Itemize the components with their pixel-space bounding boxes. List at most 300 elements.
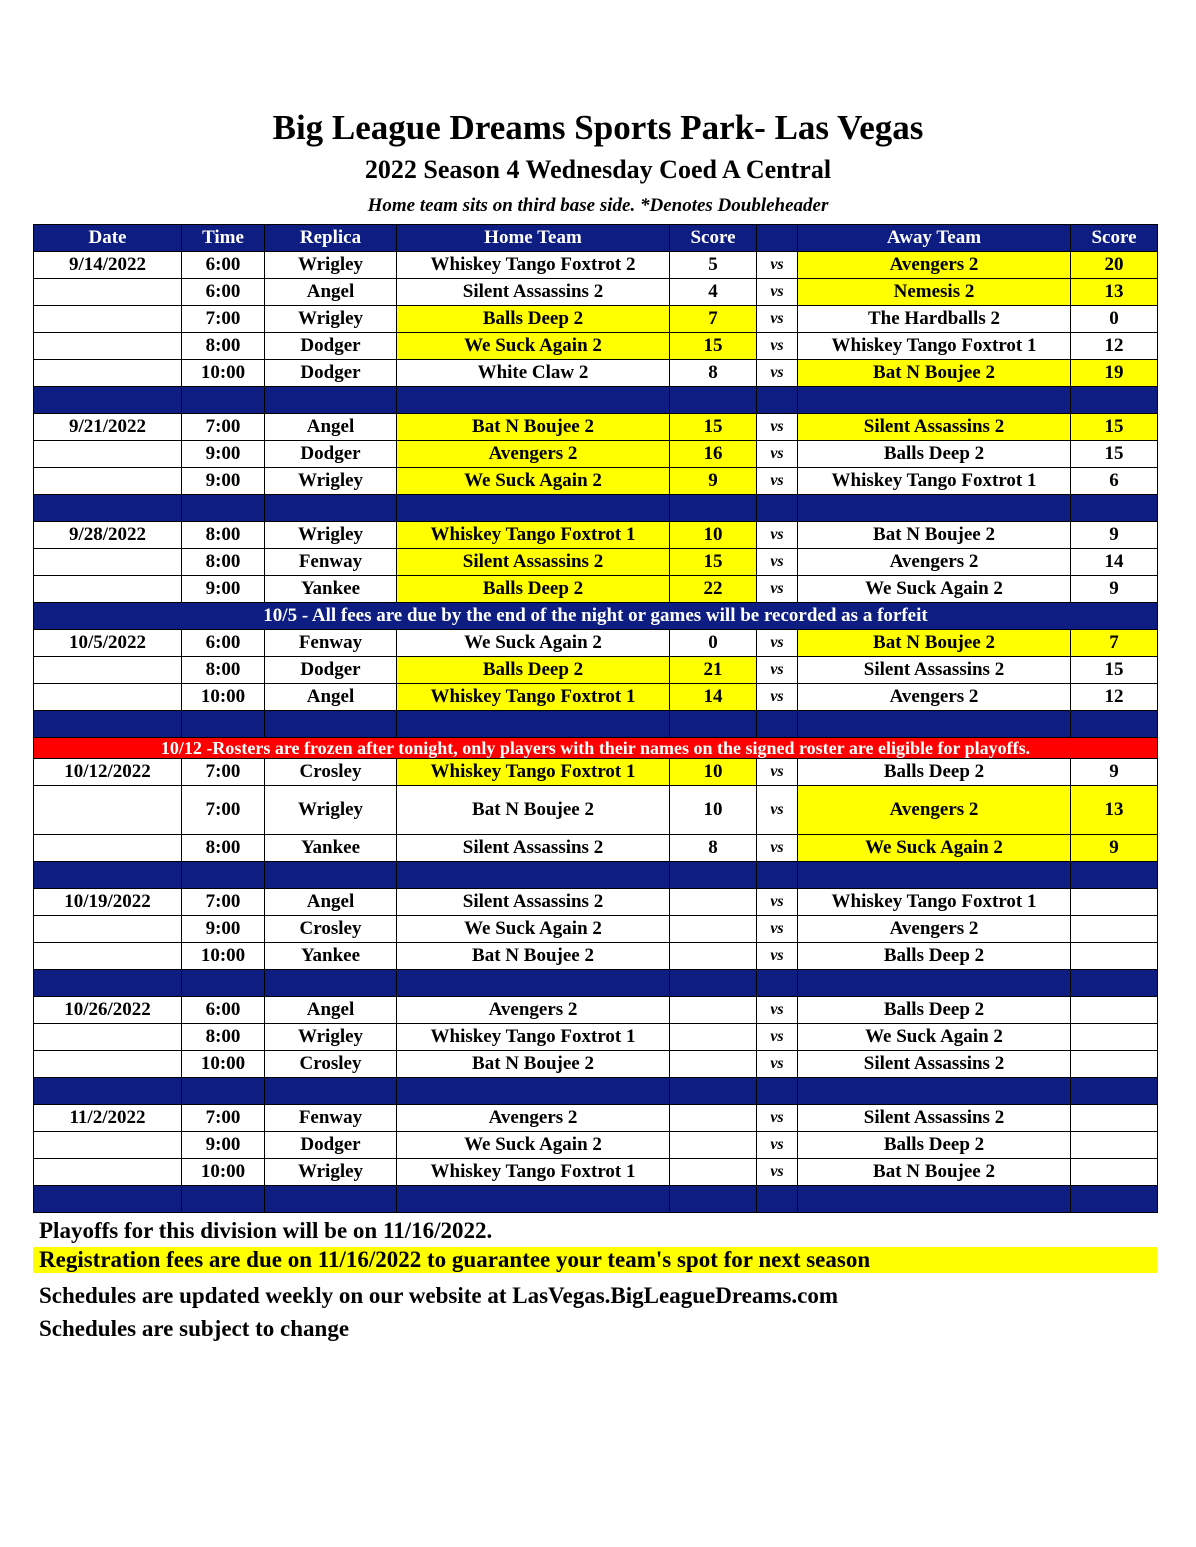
separator-cell [265,970,397,997]
away-score-cell [1071,997,1158,1024]
separator-cell [265,711,397,738]
time-cell: 7:00 [182,759,265,786]
separator-cell [182,970,265,997]
vs-cell: vs [757,306,798,333]
table-row [34,916,1158,943]
home-score-cell: 15 [670,549,757,576]
date-cell [34,1132,182,1159]
home-team-cell: We Suck Again 2 [397,333,670,360]
home-score-cell [670,997,757,1024]
date-cell [34,549,182,576]
separator-cell [265,495,397,522]
replica-cell: Crosley [265,1051,397,1078]
away-team-cell: We Suck Again 2 [798,1024,1071,1051]
table-row [34,576,1158,603]
away-score-cell: 9 [1071,576,1158,603]
replica-cell: Wrigley [265,306,397,333]
home-team-cell: Whiskey Tango Foxtrot 1 [397,522,670,549]
home-team-cell: Silent Assassins 2 [397,279,670,306]
vs-cell: vs [757,441,798,468]
note-text: 10/12 -Rosters are frozen after tonight, only players with their names on the signed roster are eligible for playoffs. [34,738,1158,759]
date-cell [34,916,182,943]
time-cell: 8:00 [182,549,265,576]
time-cell: 10:00 [182,684,265,711]
separator-cell [670,495,757,522]
away-team-cell: Balls Deep 2 [798,759,1071,786]
separator-cell [798,711,1071,738]
table-row [34,1132,1158,1159]
vs-cell: vs [757,549,798,576]
vs-cell: vs [757,360,798,387]
separator-cell [34,387,182,414]
away-team-cell: Whiskey Tango Foxtrot 1 [798,468,1071,495]
home-score-cell [670,1105,757,1132]
date-cell [34,441,182,468]
vs-cell: vs [757,889,798,916]
vs-cell: vs [757,279,798,306]
separator-cell [397,970,670,997]
separator-cell [757,387,798,414]
page-title: Big League Dreams Sports Park- Las Vegas [272,108,924,147]
vs-cell: vs [757,786,798,835]
date-cell: 10/12/2022 [34,759,182,786]
vs-cell: vs [757,1105,798,1132]
time-cell: 7:00 [182,1105,265,1132]
separator-cell [1071,711,1158,738]
home-score-cell: 9 [670,468,757,495]
table-row [34,657,1158,684]
away-score-cell: 13 [1071,279,1158,306]
vs-cell: vs [757,835,798,862]
date-cell [34,468,182,495]
home-team-cell: Whiskey Tango Foxtrot 1 [397,1024,670,1051]
separator-cell [757,711,798,738]
separator-cell [798,862,1071,889]
home-score-cell: 14 [670,684,757,711]
col-away-score: Score [1071,225,1158,252]
table-row [34,786,1158,835]
separator-row [34,970,1158,997]
col-away-team: Away Team [798,225,1071,252]
date-cell [34,279,182,306]
away-team-cell: Silent Assassins 2 [798,414,1071,441]
replica-cell: Angel [265,279,397,306]
away-score-cell: 13 [1071,786,1158,835]
vs-cell: vs [757,576,798,603]
vs-cell: vs [757,522,798,549]
separator-cell [670,1186,757,1213]
replica-cell: Wrigley [265,1024,397,1051]
separator-row [34,711,1158,738]
separator-cell [757,970,798,997]
separator-cell [1071,970,1158,997]
vs-cell: vs [757,759,798,786]
date-cell [34,835,182,862]
col-replica: Replica [265,225,397,252]
home-team-cell: We Suck Again 2 [397,1132,670,1159]
table-row [34,1051,1158,1078]
separator-cell [265,1186,397,1213]
separator-cell [798,1186,1071,1213]
home-score-cell: 7 [670,306,757,333]
separator-cell [34,1078,182,1105]
away-team-cell: Avengers 2 [798,916,1071,943]
home-team-cell: Whiskey Tango Foxtrot 1 [397,1159,670,1186]
table-row [34,360,1158,387]
replica-cell: Angel [265,684,397,711]
home-team-cell: Balls Deep 2 [397,657,670,684]
home-team-cell: Balls Deep 2 [397,306,670,333]
home-score-cell: 15 [670,333,757,360]
date-cell [34,1159,182,1186]
home-team-cell: We Suck Again 2 [397,630,670,657]
home-score-cell [670,943,757,970]
away-team-cell: The Hardballs 2 [798,306,1071,333]
home-team-cell: Silent Assassins 2 [397,889,670,916]
schedule-body [34,252,1158,1213]
away-score-cell: 9 [1071,835,1158,862]
separator-cell [757,1186,798,1213]
home-score-cell: 8 [670,360,757,387]
time-cell: 8:00 [182,522,265,549]
separator-cell [34,1186,182,1213]
away-team-cell: Balls Deep 2 [798,943,1071,970]
date-cell [34,1024,182,1051]
away-team-cell: Whiskey Tango Foxtrot 1 [798,889,1071,916]
home-team-cell: Bat N Boujee 2 [397,1051,670,1078]
col-vs [757,225,798,252]
separator-cell [1071,862,1158,889]
vs-cell: vs [757,630,798,657]
replica-cell: Fenway [265,549,397,576]
table-row [34,441,1158,468]
date-cell [34,576,182,603]
separator-cell [265,387,397,414]
time-cell: 6:00 [182,997,265,1024]
time-cell: 7:00 [182,889,265,916]
separator-cell [670,862,757,889]
table-row [34,1159,1158,1186]
change-note: Schedules are subject to change [39,1316,350,1341]
away-team-cell: Nemesis 2 [798,279,1071,306]
home-team-cell: Whiskey Tango Foxtrot 2 [397,252,670,279]
replica-cell: Yankee [265,835,397,862]
away-score-cell [1071,943,1158,970]
home-score-cell [670,916,757,943]
away-score-cell: 6 [1071,468,1158,495]
away-score-cell: 15 [1071,441,1158,468]
vs-cell: vs [757,916,798,943]
home-team-cell: Bat N Boujee 2 [397,414,670,441]
replica-cell: Angel [265,414,397,441]
separator-cell [397,495,670,522]
home-score-cell: 16 [670,441,757,468]
home-team-cell: We Suck Again 2 [397,468,670,495]
home-team-cell: Silent Assassins 2 [397,549,670,576]
date-cell [34,333,182,360]
separator-cell [182,387,265,414]
replica-cell: Crosley [265,759,397,786]
time-cell: 9:00 [182,441,265,468]
separator-cell [182,495,265,522]
col-home-score: Score [670,225,757,252]
home-team-cell: Bat N Boujee 2 [397,786,670,835]
replica-cell: Wrigley [265,1159,397,1186]
vs-cell: vs [757,1024,798,1051]
home-score-cell: 10 [670,522,757,549]
away-score-cell: 9 [1071,759,1158,786]
home-team-cell: We Suck Again 2 [397,916,670,943]
date-cell [34,684,182,711]
table-row [34,835,1158,862]
away-score-cell: 14 [1071,549,1158,576]
home-score-cell [670,1132,757,1159]
away-team-cell: Whiskey Tango Foxtrot 1 [798,333,1071,360]
replica-cell: Wrigley [265,468,397,495]
replica-cell: Fenway [265,1105,397,1132]
away-team-cell: Avengers 2 [798,786,1071,835]
vs-cell: vs [757,414,798,441]
time-cell: 6:00 [182,279,265,306]
date-cell: 10/19/2022 [34,889,182,916]
home-score-cell: 5 [670,252,757,279]
away-team-cell: Bat N Boujee 2 [798,360,1071,387]
date-cell: 10/26/2022 [34,997,182,1024]
vs-cell: vs [757,1132,798,1159]
vs-cell: vs [757,252,798,279]
date-cell [34,306,182,333]
away-team-cell: Silent Assassins 2 [798,1051,1071,1078]
page-subtitle: 2022 Season 4 Wednesday Coed A Central [364,155,832,184]
time-cell: 9:00 [182,576,265,603]
separator-cell [397,711,670,738]
table-row [34,943,1158,970]
table-row [34,522,1158,549]
separator-row [34,1078,1158,1105]
home-team-cell: Bat N Boujee 2 [397,943,670,970]
separator-cell [798,970,1071,997]
separator-cell [1071,495,1158,522]
website-note: Schedules are updated weekly on our website at LasVegas.BigLeagueDreams.com [39,1283,839,1308]
separator-cell [397,1186,670,1213]
table-row [34,1105,1158,1132]
date-cell: 11/2/2022 [34,1105,182,1132]
separator-cell [182,862,265,889]
table-header-row [34,225,1158,252]
date-cell [34,943,182,970]
table-row [34,252,1158,279]
away-team-cell: Avengers 2 [798,684,1071,711]
vs-cell: vs [757,943,798,970]
time-cell: 10:00 [182,1051,265,1078]
time-cell: 7:00 [182,786,265,835]
home-score-cell [670,1024,757,1051]
away-score-cell: 9 [1071,522,1158,549]
separator-cell [670,387,757,414]
replica-cell: Dodger [265,360,397,387]
time-cell: 10:00 [182,1159,265,1186]
away-score-cell: 0 [1071,306,1158,333]
table-row [34,468,1158,495]
away-score-cell: 15 [1071,657,1158,684]
separator-cell [182,1078,265,1105]
separator-cell [1071,387,1158,414]
separator-cell [265,1078,397,1105]
replica-cell: Yankee [265,943,397,970]
separator-cell [798,1078,1071,1105]
home-score-cell: 4 [670,279,757,306]
away-score-cell: 20 [1071,252,1158,279]
time-cell: 7:00 [182,414,265,441]
separator-row [34,387,1158,414]
date-cell: 9/28/2022 [34,522,182,549]
date-cell: 9/21/2022 [34,414,182,441]
home-team-cell: Avengers 2 [397,441,670,468]
registration-note: Registration fees are due on 11/16/2022 to guarantee your team's spot for next season [33,1247,1157,1273]
home-team-cell: Avengers 2 [397,1105,670,1132]
separator-cell [397,862,670,889]
separator-cell [670,1078,757,1105]
table-row [34,630,1158,657]
separator-row [34,1186,1158,1213]
time-cell: 8:00 [182,1024,265,1051]
separator-cell [182,1186,265,1213]
time-cell: 9:00 [182,468,265,495]
schedule-table [33,224,1158,1213]
separator-cell [757,862,798,889]
time-cell: 10:00 [182,943,265,970]
playoffs-note: Playoffs for this division will be on 11/16/2022. [39,1218,493,1243]
away-score-cell [1071,1105,1158,1132]
away-team-cell: Silent Assassins 2 [798,657,1071,684]
replica-cell: Wrigley [265,522,397,549]
time-cell: 6:00 [182,630,265,657]
time-cell: 6:00 [182,252,265,279]
table-row [34,759,1158,786]
home-score-cell [670,1051,757,1078]
replica-cell: Yankee [265,576,397,603]
date-cell [34,360,182,387]
separator-cell [1071,1078,1158,1105]
replica-cell: Angel [265,889,397,916]
home-team-cell: Silent Assassins 2 [397,835,670,862]
away-score-cell [1071,1051,1158,1078]
vs-cell: vs [757,333,798,360]
date-cell [34,786,182,835]
separator-cell [34,495,182,522]
vs-cell: vs [757,1159,798,1186]
vs-cell: vs [757,1051,798,1078]
away-team-cell: Balls Deep 2 [798,441,1071,468]
separator-cell [757,1078,798,1105]
table-row [34,306,1158,333]
table-row [34,333,1158,360]
away-team-cell: Balls Deep 2 [798,1132,1071,1159]
separator-cell [757,495,798,522]
date-cell: 10/5/2022 [34,630,182,657]
page-note: Home team sits on third base side. *Denotes Doubleheader [367,195,829,216]
replica-cell: Crosley [265,916,397,943]
separator-cell [670,970,757,997]
away-score-cell: 12 [1071,684,1158,711]
table-row [34,997,1158,1024]
away-team-cell: Bat N Boujee 2 [798,522,1071,549]
home-team-cell: Whiskey Tango Foxtrot 1 [397,684,670,711]
fees-note-row [34,603,1158,630]
home-team-cell: Whiskey Tango Foxtrot 1 [397,759,670,786]
note-text: 10/5 - All fees are due by the end of the night or games will be recorded as a forfeit [34,603,1158,630]
away-score-cell [1071,1132,1158,1159]
home-team-cell: Avengers 2 [397,997,670,1024]
col-home-team: Home Team [397,225,670,252]
separator-row [34,495,1158,522]
replica-cell: Dodger [265,441,397,468]
away-score-cell: 12 [1071,333,1158,360]
separator-cell [670,711,757,738]
away-score-cell: 19 [1071,360,1158,387]
home-score-cell: 10 [670,759,757,786]
replica-cell: Fenway [265,630,397,657]
col-date: Date [34,225,182,252]
replica-cell: Dodger [265,657,397,684]
table-row [34,279,1158,306]
away-score-cell [1071,916,1158,943]
table-row [34,684,1158,711]
home-score-cell: 15 [670,414,757,441]
separator-cell [798,495,1071,522]
separator-cell [34,711,182,738]
time-cell: 8:00 [182,333,265,360]
home-score-cell [670,889,757,916]
replica-cell: Wrigley [265,786,397,835]
time-cell: 9:00 [182,916,265,943]
replica-cell: Wrigley [265,252,397,279]
separator-row [34,862,1158,889]
home-score-cell [670,1159,757,1186]
separator-cell [182,711,265,738]
separator-cell [265,862,397,889]
table-row [34,1024,1158,1051]
away-team-cell: Avengers 2 [798,549,1071,576]
away-team-cell: Avengers 2 [798,252,1071,279]
time-cell: 7:00 [182,306,265,333]
replica-cell: Dodger [265,1132,397,1159]
away-score-cell [1071,889,1158,916]
away-score-cell [1071,1024,1158,1051]
roster-alert-row [34,738,1158,759]
date-cell [34,1051,182,1078]
separator-cell [1071,1186,1158,1213]
vs-cell: vs [757,684,798,711]
away-score-cell [1071,1159,1158,1186]
away-team-cell: Balls Deep 2 [798,997,1071,1024]
separator-cell [798,387,1071,414]
home-score-cell: 10 [670,786,757,835]
vs-cell: vs [757,468,798,495]
separator-cell [34,970,182,997]
vs-cell: vs [757,657,798,684]
table-row [34,414,1158,441]
home-team-cell: White Claw 2 [397,360,670,387]
time-cell: 9:00 [182,1132,265,1159]
home-team-cell: Balls Deep 2 [397,576,670,603]
away-score-cell: 7 [1071,630,1158,657]
date-cell: 9/14/2022 [34,252,182,279]
separator-cell [34,862,182,889]
away-team-cell: Bat N Boujee 2 [798,630,1071,657]
away-team-cell: We Suck Again 2 [798,835,1071,862]
away-team-cell: Bat N Boujee 2 [798,1159,1071,1186]
